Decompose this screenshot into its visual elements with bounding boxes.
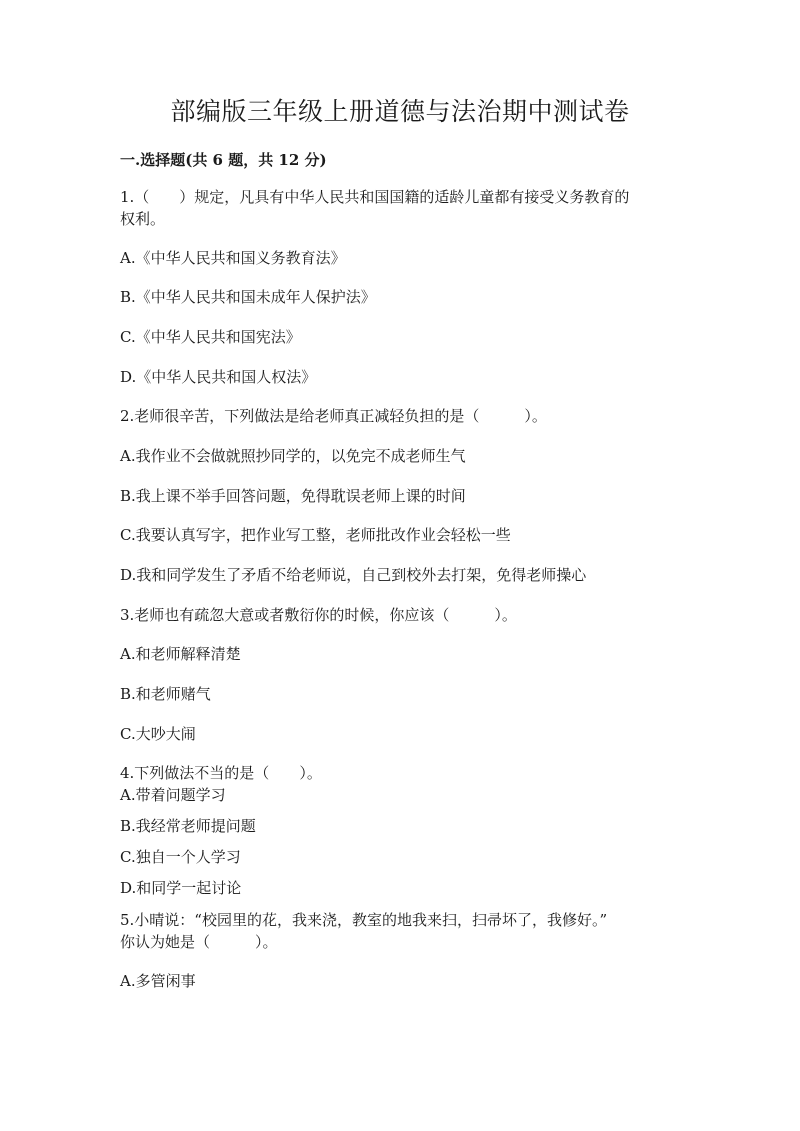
question-2-option-d: D.我和同学发生了矛盾不给老师说，自己到校外去打架，免得老师操心: [120, 566, 587, 584]
question-1-stem-line-1: 1.（ ）规定，凡具有中华人民共和国国籍的适龄儿童都有接受义务教育的: [120, 188, 630, 206]
question-5-option-a: A.多管闲事: [120, 972, 196, 990]
question-2-stem: 2.老师很辛苦，下列做法是给老师真正减轻负担的是（ ）。: [120, 407, 547, 425]
question-2-option-c: C.我要认真写字，把作业写工整，老师批改作业会轻松一些: [120, 526, 511, 544]
question-4-option-a: A.带着问题学习: [120, 786, 226, 804]
question-4-option-c: C.独自一个人学习: [120, 848, 241, 866]
section-heading: 一.选择题(共 6 题，共 12 分): [120, 151, 327, 169]
question-1-option-b: B.《中华人民共和国未成年人保护法》: [120, 288, 376, 306]
question-2-option-b: B.我上课不举手回答问题，免得耽误老师上课的时间: [120, 487, 466, 505]
question-3-option-c: C.大吵大闹: [120, 725, 196, 743]
question-3-option-b: B.和老师赌气: [120, 685, 211, 703]
question-3-stem: 3.老师也有疏忽大意或者敷衍你的时候，你应该（ ）。: [120, 606, 517, 624]
question-4-option-d: D.和同学一起讨论: [120, 879, 242, 897]
question-4-stem: 4.下列做法不当的是（ ）。: [120, 764, 322, 782]
question-2-option-a: A.我作业不会做就照抄同学的，以免完不成老师生气: [120, 447, 466, 465]
question-1-option-c: C.《中华人民共和国宪法》: [120, 328, 301, 346]
question-5-stem-line-2: 你认为她是（ ）。: [120, 933, 278, 951]
question-1-option-d: D.《中华人民共和国人权法》: [120, 368, 317, 386]
question-1-stem-line-2: 权利。: [120, 210, 166, 228]
page-title: 部编版三年级上册道德与法治期中测试卷: [170, 97, 630, 126]
question-4-option-b: B.我经常老师提问题: [120, 817, 256, 835]
question-1-option-a: A.《中华人民共和国义务教育法》: [120, 249, 346, 267]
question-5-stem-line-1: 5.小晴说：“校园里的花，我来浇，教室的地我来扫，扫帚坏了，我修好。”: [120, 911, 608, 929]
question-3-option-a: A.和老师解释清楚: [120, 645, 241, 663]
